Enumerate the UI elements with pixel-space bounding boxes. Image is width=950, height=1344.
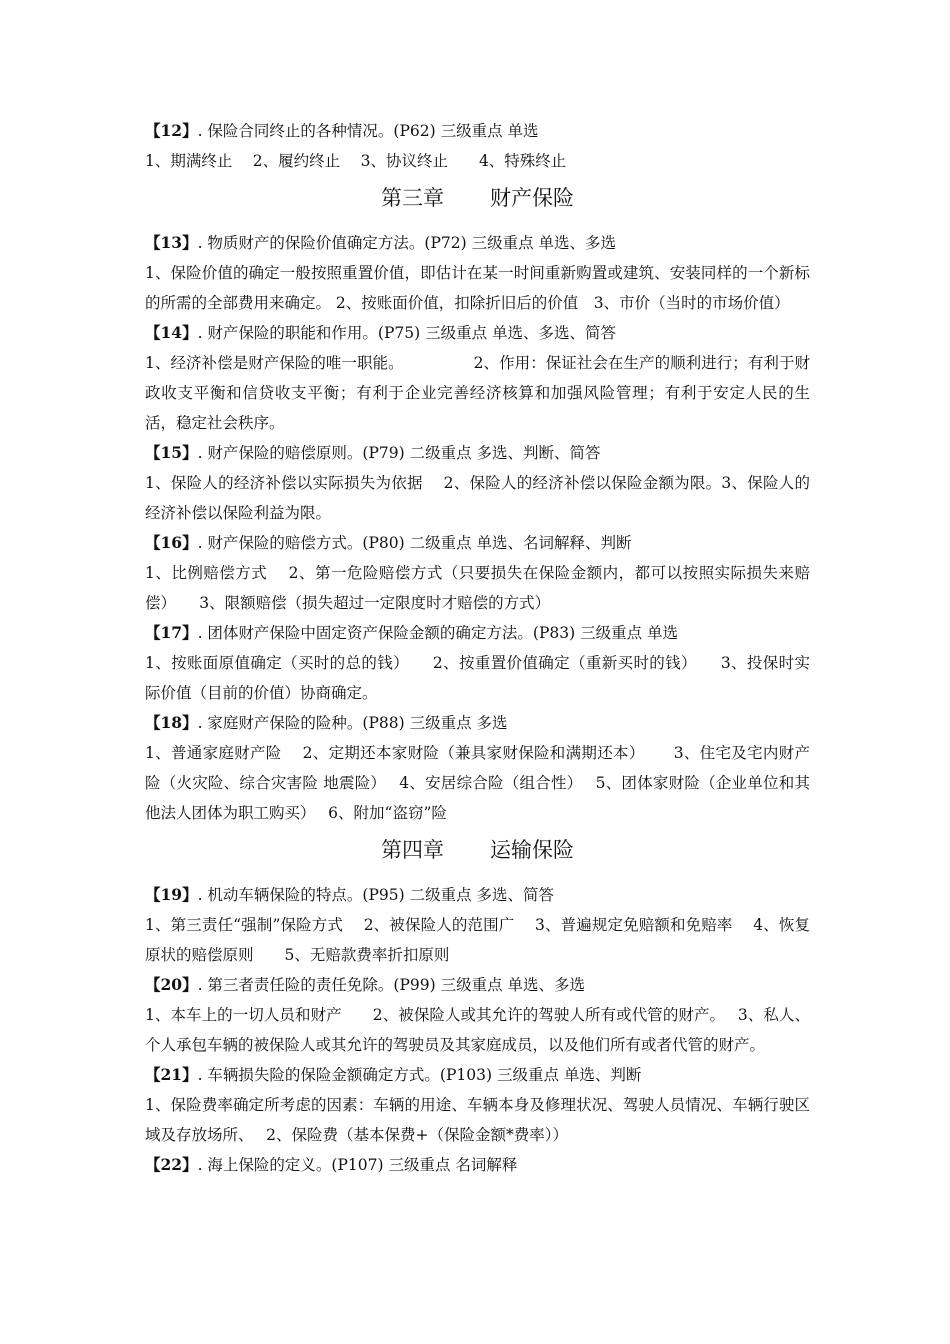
question-text: . 财产保险的赔偿方式。(P80) 二级重点 单选、名词解释、判断: [197, 534, 632, 552]
chapter-title: 财产保险: [490, 186, 574, 210]
question-heading: [145, 708, 810, 738]
question-number: 【17】: [145, 623, 198, 642]
question-heading: [145, 318, 810, 348]
answer-paragraph: 1、保险人的经济补偿以实际损失为依据 2、保险人的经济补偿以保险金额为限。3、保险人的经济补偿以保险利益为限。: [145, 474, 810, 522]
question-number: 【16】: [145, 533, 198, 552]
question-text: . 物质财产的保险价值确定方法。(P72) 三级重点 单选、多选: [197, 234, 617, 252]
question-heading: [145, 528, 810, 558]
question-number: 【19】: [145, 885, 198, 904]
document-page: [145, 116, 810, 1180]
question-number: 【14】: [145, 323, 198, 342]
question-text: . 财产保险的赔偿原则。(P79) 二级重点 多选、判断、简答: [197, 444, 601, 462]
question-number: 【15】: [145, 443, 198, 462]
question-heading: [145, 970, 810, 1000]
question-number: 【22】: [145, 1155, 198, 1174]
question-heading: [145, 438, 810, 468]
chapter-title: 运输保险: [490, 838, 574, 862]
question-heading: [145, 228, 810, 258]
answer-paragraph: 1、第三责任“强制”保险方式 2、被保险人的范围广 3、普遍规定免赔额和免赔率 4、恢复原状的赔偿原则 5、无赔款费率折扣原则: [145, 916, 810, 964]
chapter-number: 第三章: [381, 186, 444, 210]
question-text: . 团体财产保险中固定资产保险金额的确定方法。(P83) 三级重点 单选: [197, 624, 679, 642]
question-heading: [145, 880, 810, 910]
answer-paragraph: 1、期满终止 2、履约终止 3、协议终止 4、特殊终止: [145, 152, 567, 170]
question-text: . 海上保险的定义。(P107) 三级重点 名词解释: [197, 1156, 518, 1174]
question-heading: [145, 1060, 810, 1090]
question-number: 【13】: [145, 233, 198, 252]
question-text: . 第三者责任险的责任免除。(P99) 三级重点 单选、多选: [197, 976, 586, 994]
question-heading: [145, 116, 810, 146]
question-text: . 保险合同终止的各种情况。(P62) 三级重点 单选: [197, 122, 539, 140]
chapter-heading: [145, 830, 810, 870]
answer-paragraph: 1、按账面原值确定（买时的总的钱） 2、按重置价值确定（重新买时的钱） 3、投保时实际价值（目前的价值）协商确定。: [145, 654, 810, 702]
question-text: . 机动车辆保险的特点。(P95) 二级重点 多选、简答: [197, 886, 555, 904]
question-text: . 车辆损失险的保险金额确定方式。(P103) 三级重点 单选、判断: [197, 1066, 642, 1084]
answer-paragraph: 1、经济补偿是财产保险的唯一职能。 2、作用：保证社会在生产的顺利进行；有利于财政收支平衡和信贷收支平衡；有利于企业完善经济核算和加强风险管理；有利于安定人民的生活，稳定社会秩序。: [145, 354, 810, 432]
answer-paragraph: 1、比例赔偿方式 2、第一危险赔偿方式（只要损失在保险金额内，都可以按照实际损失来赔偿） 3、限额赔偿（损失超过一定限度时才赔偿的方式）: [145, 564, 810, 612]
question-number: 【20】: [145, 975, 198, 994]
question-text: . 家庭财产保险的险种。(P88) 三级重点 多选: [197, 714, 508, 732]
question-heading: [145, 1150, 810, 1180]
question-number: 【18】: [145, 713, 198, 732]
answer-paragraph: 1、普通家庭财产险 2、定期还本家财险（兼具家财保险和满期还本） 3、住宅及宅内财产险（火灾险、综合灾害险 地震险） 4、安居综合险（组合性） 5、团体家财险（企业单位和其他法人团体为职工购买） 6、附加“盗窃”险: [145, 744, 810, 822]
answer-paragraph: 1、本车上的一切人员和财产 2、被保险人或其允许的驾驶人所有或代管的财产。 3、私人、个人承包车辆的被保险人或其允许的驾驶员及其家庭成员，以及他们所有或者代管的财产。: [145, 1006, 810, 1054]
chapter-number: 第四章: [381, 838, 444, 862]
answer-paragraph: 1、保险价值的确定一般按照重置价值，即估计在某一时间重新购置或建筑、安装同样的一个新标的所需的全部费用来确定。 2、按账面价值，扣除折旧后的价值 3、市价（当时的市场价值）: [145, 264, 810, 312]
chapter-heading: [145, 178, 810, 218]
answer-paragraph: 1、保险费率确定所考虑的因素：车辆的用途、车辆本身及修理状况、驾驶人员情况、车辆行驶区域及存放场所、 2、保险费（基本保费+（保险金额*费率））: [145, 1096, 810, 1144]
question-number: 【12】: [145, 121, 198, 140]
question-number: 【21】: [145, 1065, 198, 1084]
question-text: . 财产保险的职能和作用。(P75) 三级重点 单选、多选、简答: [197, 324, 617, 342]
question-heading: [145, 618, 810, 648]
